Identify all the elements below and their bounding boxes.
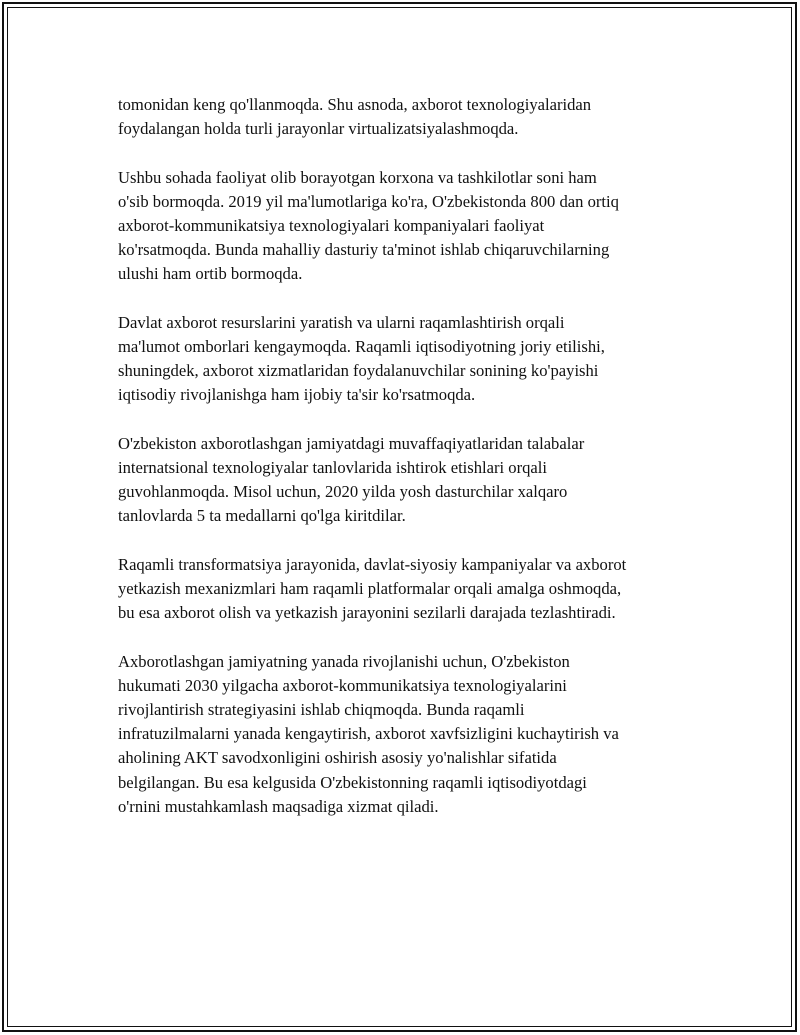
- text-line: belgilangan. Bu esa kelgusida O'zbekistonning raqamli iqtisodiyotdagi: [118, 772, 587, 792]
- text-line: Raqamli transformatsiya jarayonida, davlat-siyosiy kampaniyalar va axborot: [118, 554, 627, 574]
- text-line: yetkazish mexanizmlari ham raqamli platformalar orqali amalga oshmoqda,: [118, 579, 622, 598]
- text-line: o'rnini mustahkamlash maqsadiga xizmat qiladi.: [118, 796, 439, 816]
- paragraph-6: [118, 650, 693, 819]
- text-line: axborot-kommunikatsiya texnologiyalari kompaniyalari faoliyat: [118, 216, 545, 235]
- paragraph-2: [118, 166, 693, 287]
- text-line: hukumati 2030 yilgacha axborot-kommunikatsiya texnologiyalarini: [118, 675, 567, 695]
- text-line: Ushbu sohada faoliyat olib borayotgan korxona va tashkilotlar soni ham: [118, 167, 597, 187]
- text-line: rivojlantirish strategiyasini ishlab chiqmoqda. Bunda raqamli: [118, 700, 525, 719]
- text-line: tomonidan keng qo'llanmoqda. Shu asnoda, axborot texnologiyalaridan: [118, 95, 592, 114]
- text-line: O'zbekiston axborotlashgan jamiyatdagi muvaffaqiyatlaridan talabalar: [118, 433, 585, 453]
- text-line: iqtisodiy rivojlanishga ham ijobiy ta'sir ko'rsatmoqda.: [118, 385, 476, 405]
- text-line: Axborotlashgan jamiyatning yanada rivojlanishi uchun, O'zbekiston: [118, 651, 570, 671]
- text-line: aholining AKT savodxonligini oshirish asosiy yo'nalishlar sifatida: [118, 748, 557, 768]
- text-line: guvohlanmoqda. Misol uchun, 2020 yilda yosh dasturchilar xalqaro: [118, 482, 568, 502]
- text-line: internatsional texnologiyalar tanlovlarida ishtirok etishlari orqali: [118, 458, 548, 477]
- text-line: ma'lumot omborlari kengaymoqda. Raqamli iqtisodiyotning joriy etilishi,: [118, 337, 605, 356]
- text-line: foydalangan holda turli jarayonlar virtualizatsiyalashmoqda.: [118, 119, 519, 139]
- paragraph-1: [118, 93, 693, 141]
- text-line: o'sib bormoqda. 2019 yil ma'lumotlariga ko'ra, O'zbekistonda 800 dan ortiq: [118, 191, 619, 211]
- text-line: ko'rsatmoqda. Bunda mahalliy dasturiy ta'minot ishlab chiqaruvchilarning: [118, 240, 610, 260]
- text-line: ulushi ham ortib bormoqda.: [118, 264, 303, 284]
- document-body: [118, 93, 693, 843]
- text-line: bu esa axborot olish va yetkazish jarayonini sezilarli darajada tezlashtiradi.: [118, 603, 616, 623]
- text-line: infratuzilmalarni yanada kengaytirish, axborot xavfsizligini kuchaytirish va: [118, 724, 619, 744]
- text-line: Davlat axborot resurslarini yaratish va ularni raqamlashtirish orqali: [118, 312, 565, 332]
- paragraph-3: [118, 311, 693, 408]
- text-line: tanlovlarda 5 ta medallarni qo'lga kiritdilar.: [118, 506, 406, 526]
- paragraph-5: [118, 553, 693, 626]
- paragraph-4: [118, 432, 693, 529]
- text-line: shuningdek, axborot xizmatlaridan foydalanuvchilar sonining ko'payishi: [118, 361, 599, 381]
